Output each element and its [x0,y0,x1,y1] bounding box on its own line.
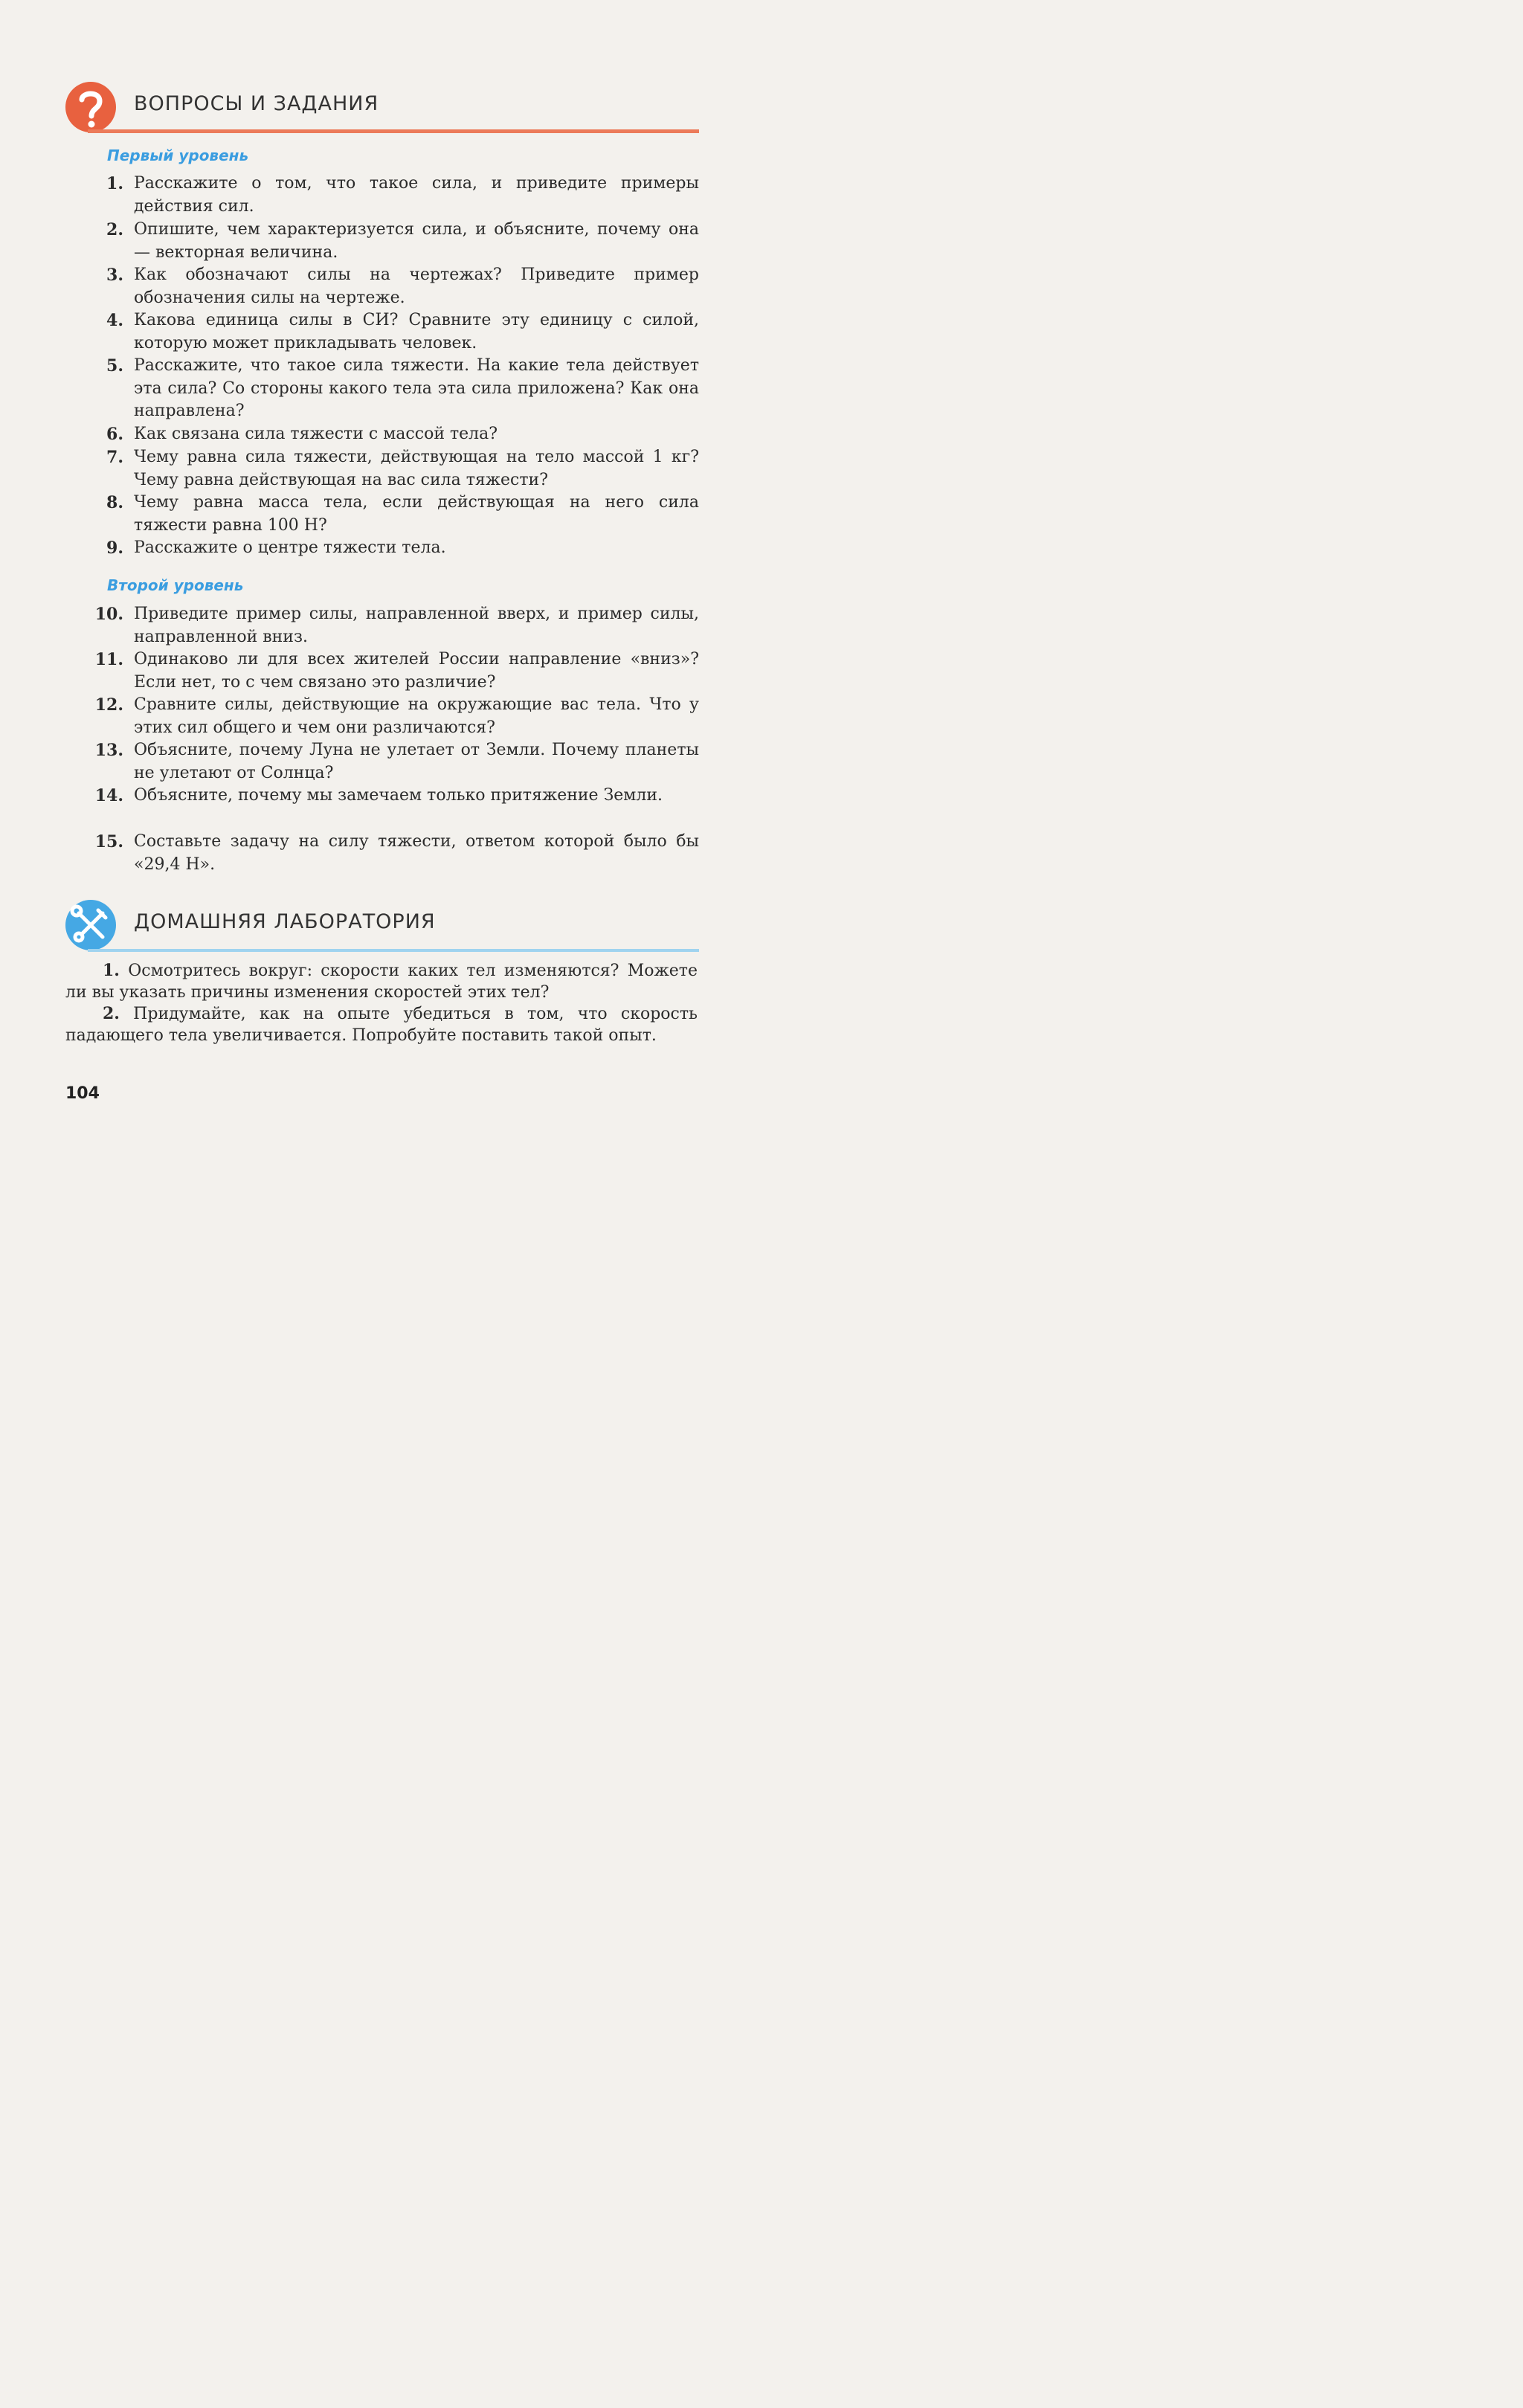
lab-item-text: Осмотритесь вокруг: скорости каких тел изменяются? Можете ли вы указать причины изменения скоростей этих тел? [65,962,698,1002]
lab-item-number: 2. [103,1004,120,1023]
question-number: 3. [106,265,123,285]
question-text: Составьте задачу на силу тяжести, ответом которой было бы «29,4 Н». [134,832,699,874]
question-number: 14. [94,786,123,805]
question-number: 11. [94,650,123,669]
question-number: 8. [106,493,123,512]
question-text: Расскажите, что такое сила тяжести. На какие тела действует эта сила? Со стороны какого тела эта сила приложена? Как она направлена? [134,356,699,420]
question-number: 12. [94,695,123,715]
question-number: 15. [94,832,123,852]
question-number: 7. [106,448,123,467]
question-text: Объясните, почему мы замечаем только притяжение Земли. [134,786,663,805]
question-number: 5. [106,356,123,376]
page-number: 104 [65,1084,100,1103]
lab-divider [88,949,699,952]
question-number: 2. [106,220,123,239]
question-text: Расскажите о центре тяжести тела. [134,538,446,557]
question-number: 1. [106,174,123,193]
level-1-heading: Первый уровень [107,147,249,164]
tools-icon [65,900,116,950]
questions-divider [88,129,699,133]
question-number: 4. [106,311,123,330]
question-text: Чему равна сила тяжести, действующая на тело массой 1 кг? Чему равна действующая на вас сила тяжести? [134,448,699,489]
questions-header [65,82,699,138]
question-text: Как связана сила тяжести с массой тела? [134,425,498,443]
question-text: Чему равна масса тела, если действующая на него сила тяжести равна 100 Н? [134,493,699,535]
question-number: 6. [106,425,123,444]
lab-item-text: Придумайте, как на опыте убедиться в том, что скорость падающего тела увеличивается. Попробуйте поставить такой опыт. [65,1005,698,1045]
level-2-heading: Второй уровень [107,576,244,594]
lab-header [65,900,699,956]
question-text: Объясните, почему Луна не улетает от Земли. Почему планеты не улетают от Солнца? [134,741,699,782]
lab-title: ДОМАШНЯЯ ЛАБОРАТОРИЯ [134,910,436,933]
question-number: 10. [94,605,123,624]
questions-title: ВОПРОСЫ И ЗАДАНИЯ [134,92,379,115]
question-number: 13. [94,741,123,760]
lab-item [65,960,698,1003]
question-mark-icon [65,82,116,132]
lab-item-number: 1. [103,961,120,980]
question-number: 9. [106,538,123,558]
question-text: Как обозначают силы на чертежах? Приведите пример обозначения силы на чертеже. [134,265,699,307]
question-text: Расскажите о том, что такое сила, и приведите примеры действия сил. [134,174,699,216]
lab-item [65,1003,698,1046]
question-text: Опишите, чем характеризуется сила, и объясните, почему она — векторная величина. [134,220,699,262]
question-text: Одинаково ли для всех жителей России направление «вниз»? Если нет, то с чем связано это различие? [134,650,699,692]
question-text: Приведите пример силы, направленной вверх, и пример силы, направленной вниз. [134,605,699,646]
question-text: Сравните силы, действующие на окружающие вас тела. Что у этих сил общего и чем они различаются? [134,695,699,737]
question-text: Какова единица силы в СИ? Сравните эту единицу с силой, которую может прикладывать человек. [134,311,699,352]
